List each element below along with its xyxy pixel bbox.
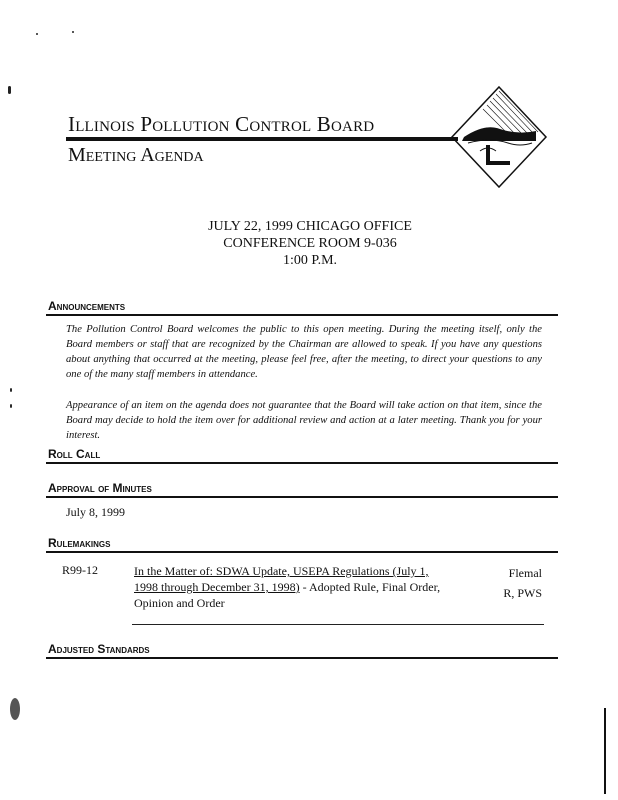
scan-speck [10,698,20,720]
minutes-heading: Approval of Minutes [48,481,152,495]
section-rule [46,496,558,498]
scan-speck [10,388,12,392]
case-description [134,563,454,611]
adjusted-standards-heading: Adjusted Standards [48,642,150,656]
scan-edge-mark [604,708,606,794]
assigned-board-member: Flemal [508,566,542,580]
case-action: - Adopted Rule, Final Order, Opinion and Order [134,580,441,610]
announcements-heading: Announcements [48,299,126,313]
case-title-link: In the Matter of: SDWA Update, USEPA Regulations (July 1, 1998 through December 31, 1998) [134,564,429,594]
scan-speck [10,404,12,408]
scan-speck [72,31,74,33]
announcements-paragraph-2: Appearance of an item on the agenda does not guarantee that the Board will take action on that item, since the Board may decide to hold the item over for additional review and action at a later meeting. Thank you for your interest. [66,400,542,441]
section-rule [46,462,558,464]
section-rule [46,551,558,553]
illinois-state-seal-icon [450,85,548,189]
roll-call-heading: Roll Call [48,447,101,461]
minutes-date: July 8, 1999 [66,505,126,519]
scan-speck [8,86,11,94]
scan-speck [36,33,38,35]
section-rule [46,657,558,659]
case-number: R99-12 [62,563,98,577]
document-title: Meeting Agenda [68,144,204,166]
meeting-time: 1:00 P.M. [282,253,338,268]
meeting-room: CONFERENCE ROOM 9-036 [223,236,397,251]
rulemakings-heading: Rulemakings [48,536,111,550]
item-rule [132,624,544,625]
section-rule [46,314,558,316]
announcements-paragraph-1: The Pollution Control Board welcomes the public to this open meeting. During the meeting itself, only the Board members or staff that are recognized by the Chairman are allowed to speak. If you have any questions about anything that occurred at the meeting, please feel free, after the meeting, to direct your questions to any one of the many staff members in attendance. [66,324,542,380]
header-rule [66,137,458,141]
assigned-codes: R, PWS [503,586,542,600]
board-name: Illinois Pollution Control Board [68,112,375,136]
meeting-date-location: JULY 22, 1999 CHICAGO OFFICE [208,219,412,234]
meeting-details [150,218,470,269]
case-assignment [470,563,542,603]
